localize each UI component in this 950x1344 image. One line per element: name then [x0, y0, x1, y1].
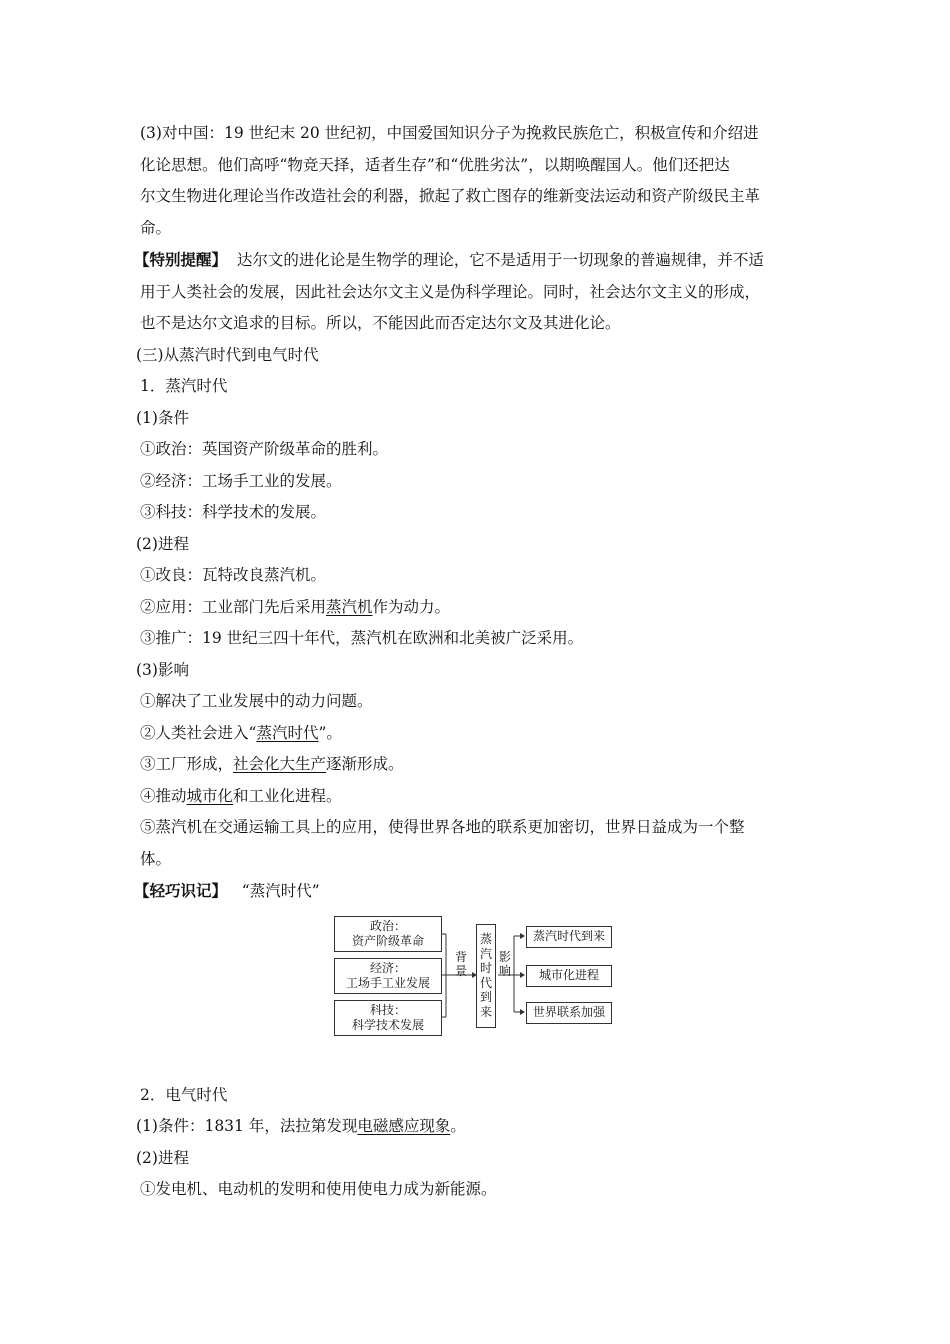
impact-item: ⑤蒸汽机在交通运输工具上的应用，使得世界各地的联系更加密切，世界日益成为一个整 — [140, 818, 745, 836]
condition-item: ③科技：科学技术的发展。 — [140, 503, 327, 521]
impact-item: ③工厂形成，社会化大生产逐渐形成。 — [140, 755, 404, 773]
electric-process-item: ①发电机、电动机的发明和使用使电力成为新能源。 — [140, 1180, 497, 1198]
diagram-label-background: 背景 — [454, 949, 467, 978]
process-item: ①改良：瓦特改良蒸汽机。 — [140, 566, 327, 584]
underlined-term: 蒸汽时代 — [256, 723, 319, 742]
memo-label: 【轻巧识记】 — [134, 881, 228, 900]
diagram-label-impact: 影响 — [498, 949, 511, 978]
underlined-term: 社会化大生产 — [233, 755, 327, 773]
diagram-box-world-links: 世界联系加强 — [526, 1002, 612, 1024]
impact-item: ①解决了工业发展中的动力问题。 — [140, 692, 373, 710]
steam-age-diagram — [334, 914, 624, 1042]
underlined-term: 电磁感应现象 — [357, 1117, 451, 1135]
process-title: (2)进程 — [136, 534, 189, 553]
text-line: 尔文生物进化理论当作改造社会的利器，掀起了救亡图存的维新变法运动和资产阶级民主革 — [140, 187, 761, 205]
process-item: ③推广：19 世纪三四十年代，蒸汽机在欧洲和北美被广泛采用。 — [140, 629, 584, 647]
memo-title: “蒸汽时代” — [241, 882, 320, 900]
text-line: 化论思想。他们高呼“物竞天择，适者生存”和“优胜劣汰”，以期唤醒国人。他们还把达 — [140, 155, 730, 174]
conditions-title: (1)条件 — [136, 408, 189, 427]
paragraph-china — [140, 118, 815, 244]
diagram-box-urbanization: 城市化进程 — [526, 965, 612, 987]
electric-section — [136, 1080, 815, 1206]
impact-title: (3)影响 — [136, 660, 189, 679]
diagram-center-box: 蒸汽时代到来 — [476, 924, 496, 1028]
impact-item: ④推动城市化和工业化进程。 — [140, 786, 342, 805]
diagram-box-steam-age: 蒸汽时代到来 — [526, 926, 612, 948]
electric-condition: (1)条件：1831 年，法拉第发现电磁感应现象。 — [136, 1117, 466, 1135]
electric-heading: 2．电气时代 — [140, 1085, 228, 1104]
diagram-box-economy: 经济： 工场手工业发展 — [334, 958, 442, 994]
reminder-text: 达尔文的进化论是生物学的理论，它不是适用于一切现象的普遍规律，并不适 — [236, 251, 764, 269]
diagram-box-technology: 科技： 科学技术发展 — [334, 1000, 442, 1036]
text-line: 命。 — [140, 218, 172, 237]
reminder-text: 用于人类社会的发展，因此社会达尔文主义是伪科学理论。同时，社会达尔文主义的形成， — [140, 282, 761, 301]
section-title: (三)从蒸汽时代到电气时代 — [136, 345, 319, 364]
text-line: (3)对中国：19 世纪末 20 世纪初，中国爱国知识分子为挽救民族危亡，积极宣传和介绍进 — [140, 124, 759, 142]
memo-line — [134, 875, 815, 908]
diagram-box-politics: 政治： 资产阶级革命 — [334, 916, 442, 952]
underlined-term: 城市化 — [186, 786, 234, 805]
steam-heading: 1．蒸汽时代 — [140, 377, 228, 395]
impact-item: ②人类社会进入“蒸汽时代”。 — [140, 723, 342, 742]
reminder-label: 【特别提醒】 — [134, 250, 228, 269]
impact-item: 体。 — [140, 849, 172, 868]
reminder-text: 也不是达尔文追求的目标。所以，不能因此而否定达尔文及其进化论。 — [140, 314, 621, 332]
special-reminder — [134, 244, 815, 340]
electric-process-title: (2)进程 — [136, 1148, 189, 1167]
document-page — [134, 118, 815, 1206]
condition-item: ②经济：工场手工业的发展。 — [140, 471, 342, 490]
underlined-term: 蒸汽机 — [326, 597, 373, 616]
condition-item: ①政治：英国资产阶级革命的胜利。 — [140, 440, 389, 458]
process-item: ②应用：工业部门先后采用蒸汽机作为动力。 — [140, 597, 451, 616]
